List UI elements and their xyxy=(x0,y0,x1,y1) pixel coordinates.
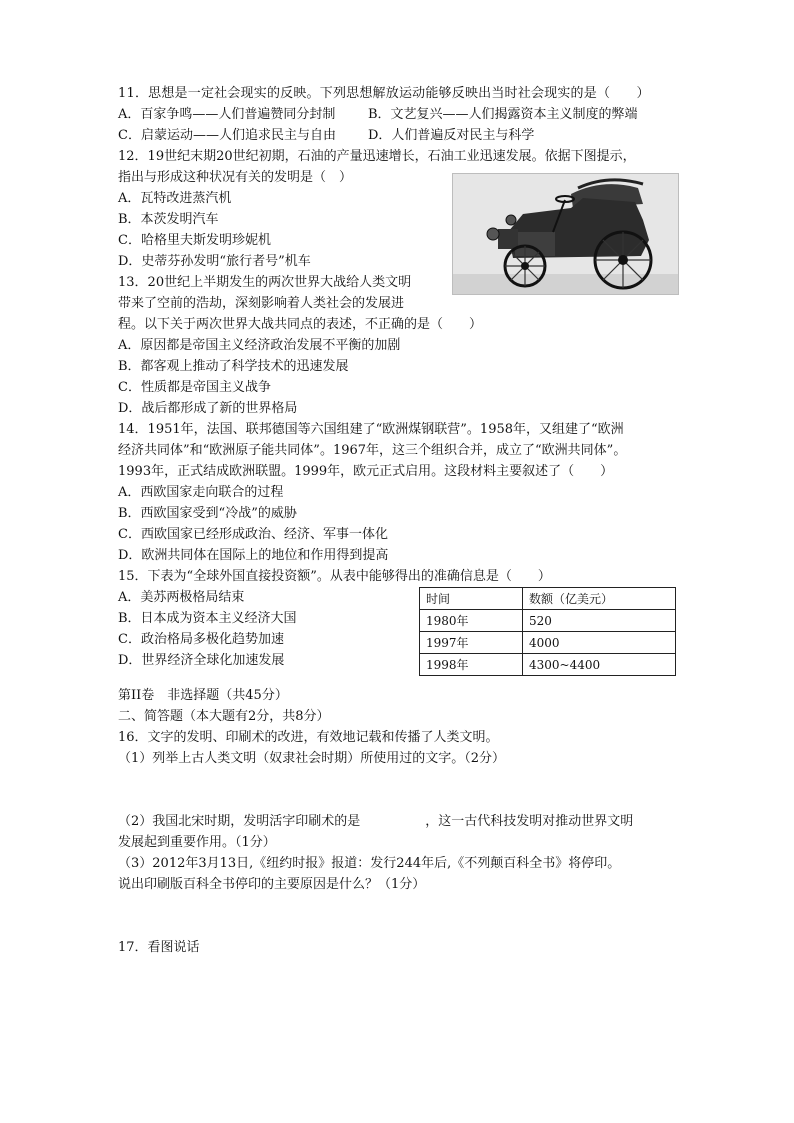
q13-option-d: D．战后都形成了新的世界格局 xyxy=(118,401,298,416)
q15-option-a: A．美苏两极格局结束 xyxy=(118,590,245,605)
fdi-cell-amount: 4300~4400 xyxy=(523,654,676,676)
q11-option-b: B．文艺复兴——人们揭露资本主义制度的弊端 xyxy=(368,107,638,122)
fdi-table xyxy=(419,587,676,676)
fdi-header-amount: 数额（亿美元） xyxy=(523,588,676,610)
q13-option-b: B．都客观上推动了科学技术的迅速发展 xyxy=(118,359,349,374)
q16-part1: （1）列举上古人类文明（奴隶社会时期）所使用过的文字。（2分） xyxy=(118,751,506,766)
q14-stem-line1: 14．1951年，法国、联邦德国等六国组建了“欧洲煤钢联营”。1958年，又组建了“欧洲 xyxy=(118,422,624,437)
q11-stem: 11．思想是一定社会现实的反映。下列思想解放运动能够反映出当时社会现实的是（ ） xyxy=(118,86,650,101)
q14-stem-line2: 经济共同体”和“欧洲原子能共同体”。1967年，这三个组织合并，成立了“欧洲共同体”。 xyxy=(118,443,627,458)
table-row xyxy=(420,610,676,632)
q11-option-d: D．人们普遍反对民主与科学 xyxy=(368,128,535,143)
car-illustration xyxy=(453,174,678,294)
table-row xyxy=(420,632,676,654)
q12-option-a: A．瓦特改进蒸汽机 xyxy=(118,191,232,206)
q16-part3-line1: （3）2012年3月13日,《纽约时报》报道：发行244年后,《不列颠百科全书》将停印。 xyxy=(118,856,621,871)
q16-part2-line2: 发展起到重要作用。（1分） xyxy=(118,835,276,850)
part2-section-heading: 二、简答题（本大题有2分，共8分） xyxy=(118,709,330,724)
q15-option-b: B．日本成为资本主义经济大国 xyxy=(118,611,297,626)
q16-stem: 16．文字的发明、印刷术的改进，有效地记载和传播了人类文明。 xyxy=(118,730,499,745)
q11-option-a: A．百家争鸣——人们普遍赞同分封制 xyxy=(118,107,336,122)
q11-options-row2 xyxy=(118,126,534,146)
fdi-cell-year: 1997年 xyxy=(420,632,523,654)
q12-stem-line2: 指出与形成这种状况有关的发明是（ ） xyxy=(118,170,353,185)
q13-stem-line2: 带来了空前的浩劫，深刻影响着人类社会的发展进 xyxy=(118,296,405,311)
q13-stem-line1: 13．20世纪上半期发生的两次世界大战给人类文明 xyxy=(118,275,412,290)
q12-option-b: B．本茨发明汽车 xyxy=(118,212,219,227)
q12-option-c: C．哈格里夫斯发明珍妮机 xyxy=(118,233,271,248)
q16-part3-line2: 说出印刷版百科全书停印的主要原因是什么？（1分） xyxy=(118,877,426,892)
q14-option-b: B．西欧国家受到“冷战”的威胁 xyxy=(118,506,297,521)
q13-stem-line3: 程。以下关于两次世界大战共同点的表述，不正确的是（ ） xyxy=(118,317,483,332)
q11-options-row1 xyxy=(118,105,638,125)
fdi-cell-amount: 520 xyxy=(523,610,676,632)
fdi-cell-year: 1998年 xyxy=(420,654,523,676)
q13-option-c: C．性质都是帝国主义战争 xyxy=(118,380,271,395)
fdi-cell-year: 1980年 xyxy=(420,610,523,632)
q12-stem-line1: 12．19世纪末期20世纪初期，石油的产量迅速增长，石油工业迅速发展。依据下图提示， xyxy=(118,149,636,164)
q15-stem: 15．下表为“全球外国直接投资额”。从表中能够得出的准确信息是（ ） xyxy=(118,569,551,584)
q17-stem: 17．看图说话 xyxy=(118,940,200,955)
q11-option-c: C．启蒙运动——人们追求民主与自由 xyxy=(118,128,336,143)
antique-car-photo xyxy=(452,173,679,295)
q14-option-d: D．欧洲共同体在国际上的地位和作用得到提高 xyxy=(118,548,389,563)
fdi-cell-amount: 4000 xyxy=(523,632,676,654)
fdi-table-header xyxy=(420,588,676,610)
q13-option-a: A．原因都是帝国主义经济政治发展不平衡的加剧 xyxy=(118,338,401,353)
q14-stem-line3: 1993年，正式结成欧洲联盟。1999年，欧元正式启用。这段材料主要叙述了（ ） xyxy=(118,464,614,479)
q14-option-a: A．西欧国家走向联合的过程 xyxy=(118,485,284,500)
q16-part2-line1: （2）我国北宋时期，发明活字印刷术的是 ，这一古代科技发明对推动世界文明 xyxy=(118,814,634,829)
q15-option-c: C．政治格局多极化趋势加速 xyxy=(118,632,284,647)
part2-title: 第II卷 非选择题（共45分） xyxy=(118,688,288,703)
table-row xyxy=(420,654,676,676)
q15-option-d: D．世界经济全球化加速发展 xyxy=(118,653,285,668)
fdi-header-year: 时间 xyxy=(420,588,523,610)
q14-option-c: C．西欧国家已经形成政治、经济、军事一体化 xyxy=(118,527,388,542)
q12-option-d: D．史蒂芬孙发明“旅行者号”机车 xyxy=(118,254,311,269)
